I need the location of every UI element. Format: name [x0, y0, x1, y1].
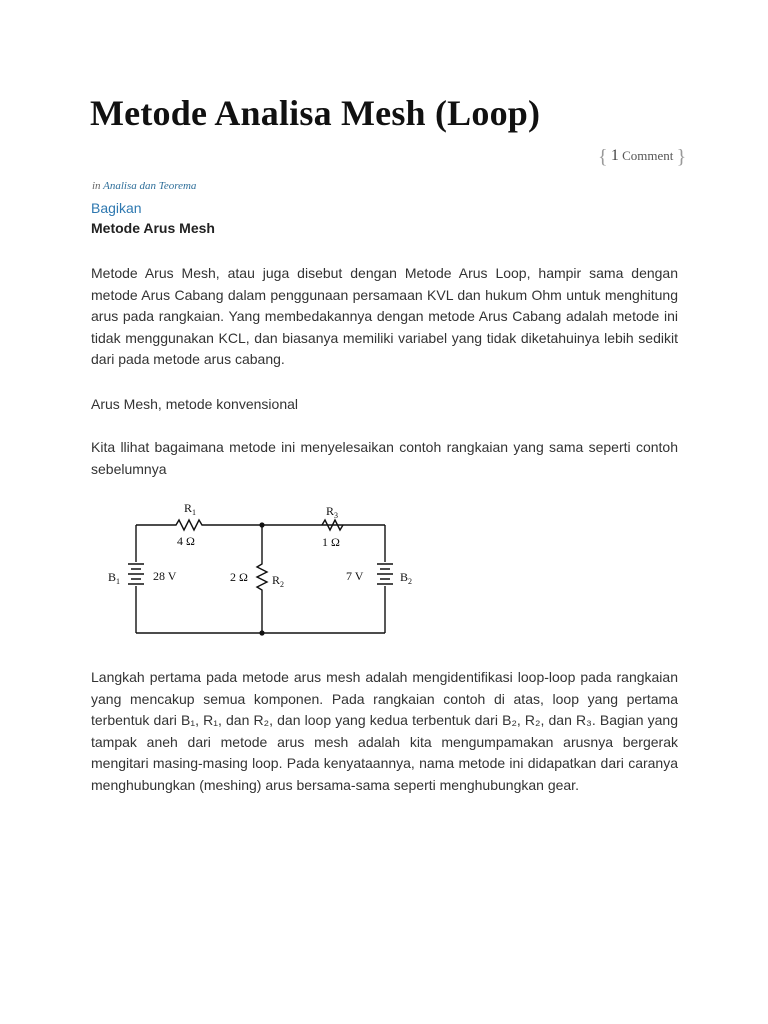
category-link[interactable]: Analisa dan Teorema [103, 180, 197, 192]
r3-value: 1 Ω [322, 535, 340, 549]
post-meta [92, 180, 196, 192]
page-title: Metode Analisa Mesh (Loop) [90, 93, 541, 133]
section-heading: Metode Arus Mesh [91, 220, 215, 236]
comment-count: 1 [610, 147, 619, 164]
circuit-diagram [100, 498, 430, 640]
bracket-right-icon: } [676, 146, 687, 168]
r3-label: $R_3$ [326, 504, 339, 520]
comment-count-link[interactable] [598, 146, 686, 169]
battery-b1-symbol [128, 564, 144, 584]
b2-label: $B_2$ [400, 570, 413, 586]
paragraph-mesh-explanation: Langkah pertama pada metode arus mesh adalah mengidentifikasi loop-loop pada rangkaian yang mencakup semua komponen. Pada rangkaian contoh di atas, loop yang pertama terbentuk dari B₁, R₁, dan R₂, dan loop yang kedua terbentuk dari B₂, R₂, dan R₃. Bagian yang tampak aneh dari metode arus mesh adalah kita mengumpamakan arusnya bergerak mengitari masing-masing loop. Pada kenyataannya, nama metode ini didapatkan dari caranya menghubungkan (meshing) arus bersama-sama seperti menghubungkan gear. [91, 669, 678, 793]
share-link[interactable]: Bagikan [91, 200, 142, 216]
battery-b2-symbol [377, 564, 393, 584]
b1-label: $B_1$ [108, 570, 121, 586]
bracket-left-icon: { [598, 146, 608, 168]
r1-value: 4 Ω [177, 534, 195, 548]
node-bottom [259, 630, 264, 635]
b1-value: 28 V [153, 569, 177, 583]
paragraph-method: Arus Mesh, metode konvensional [91, 396, 298, 412]
paragraph-example: Kita llihat bagaimana metode ini menyelesaikan contoh rangkaian yang sama seperti contoh sebelumnya [91, 439, 678, 477]
meta-prefix: in [92, 180, 101, 192]
paragraph-intro: Metode Arus Mesh, atau juga disebut dengan Metode Arus Loop, hampir sama dengan metode Arus Cabang dalam penggunaan persamaan KVL dan hukum Ohm untuk menghitung arus pada rangkaian. Yang membedakannya dengan metode Arus Cabang adalah metode ini tidak menggunakan KCL, dan biasanya memiliki variabel yang tidak diketahuinya lebih sedikit dari pada metode arus cabang. [91, 265, 678, 367]
r2-label: $R_2$ [272, 573, 285, 589]
r2-value: 2 Ω [230, 570, 248, 584]
resistor-r2-symbol [257, 525, 267, 633]
r1-label: $R_1$ [184, 501, 197, 517]
b2-value: 7 V [346, 569, 364, 583]
node-top [259, 522, 264, 527]
comment-label: Comment [622, 148, 674, 163]
